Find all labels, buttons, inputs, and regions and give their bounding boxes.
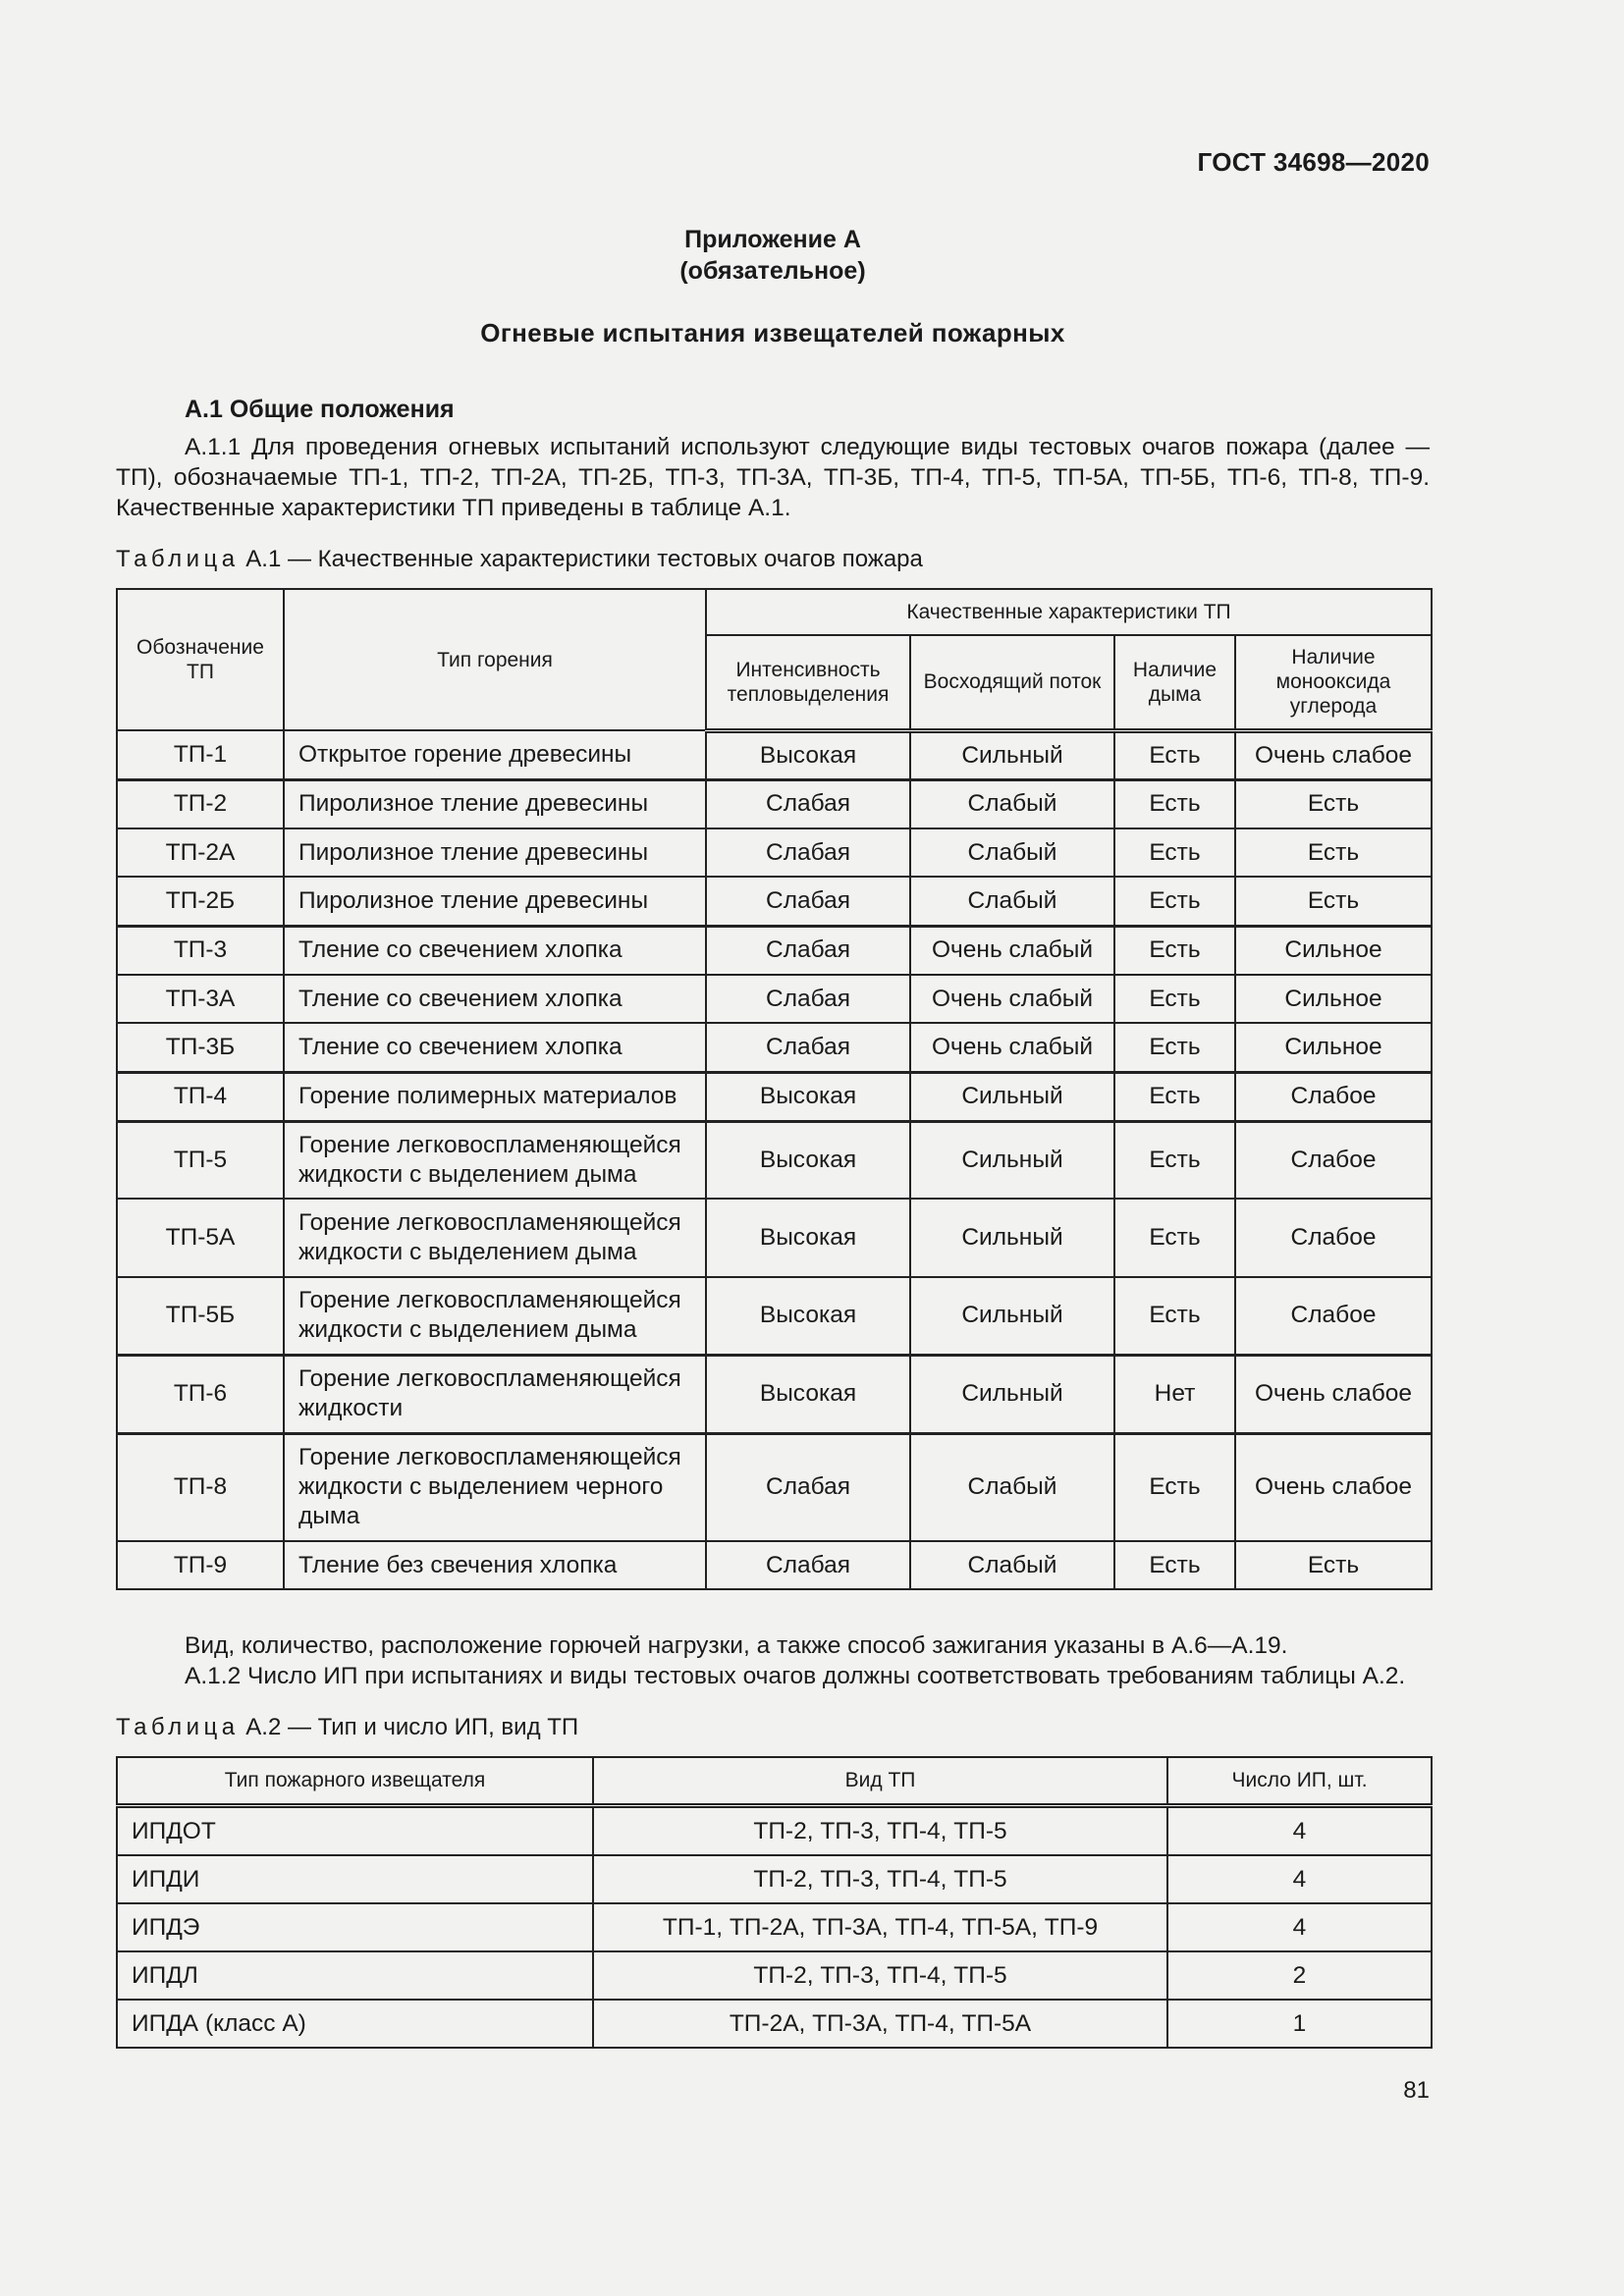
cell-designation: ТП-3Б: [117, 1023, 284, 1072]
cell-designation: ТП-8: [117, 1433, 284, 1541]
cell-combustion-type: Горение легковоспламеняющейся жидкости: [284, 1355, 706, 1433]
cell-detector-type: ИПДИ: [117, 1855, 593, 1903]
cell-detector-count: 4: [1167, 1855, 1432, 1903]
th-tp-kind: Вид ТП: [593, 1757, 1167, 1806]
cell-smoke: Есть: [1114, 1023, 1235, 1072]
cell-smoke: Есть: [1114, 828, 1235, 877]
table-row: [117, 779, 1432, 828]
paragraph-a11: А.1.1 Для проведения огневых испытаний используют следующие виды тестовых очагов пожара (далее — ТП), обозначаемые ТП-1, ТП-2, ТП-2А, ТП-2Б, ТП-3, ТП-3А, ТП-3Б, ТП-4, ТП-5, ТП-5А, ТП-5Б, ТП-6, ТП-8, ТП-9. Качественные характеристики ТП приведены в таблице А.1.: [116, 434, 1430, 521]
th-flow: Восходящий поток: [910, 635, 1114, 730]
appendix-label: Приложение А: [684, 226, 861, 253]
cell-flow: Очень слабый: [910, 926, 1114, 975]
paragraph-a12: А.1.2 Число ИП при испытаниях и виды тестовых очагов должны соответствовать требованиям таблицы А.2.: [185, 1663, 1406, 1689]
table-row: [117, 877, 1432, 926]
cell-heat: Слабая: [706, 877, 910, 926]
table-row: [117, 828, 1432, 877]
cell-flow: Слабый: [910, 779, 1114, 828]
cell-designation: ТП-6: [117, 1355, 284, 1433]
cell-co: Слабое: [1235, 1199, 1432, 1277]
cell-detector-count: 1: [1167, 2000, 1432, 2048]
section-heading: А.1 Общие положения: [185, 396, 455, 423]
appendix-title: Огневые испытания извещателей пожарных: [480, 318, 1065, 347]
cell-combustion-type: Горение легковоспламеняющейся жидкости с выделением дыма: [284, 1277, 706, 1355]
cell-flow: Слабый: [910, 877, 1114, 926]
cell-designation: ТП-3А: [117, 975, 284, 1023]
cell-flow: Очень слабый: [910, 975, 1114, 1023]
cell-detector-type: ИПДЛ: [117, 1951, 593, 2000]
cell-detector-type: ИПДЭ: [117, 1903, 593, 1951]
cell-flow: Слабый: [910, 828, 1114, 877]
cell-heat: Слабая: [706, 975, 910, 1023]
cell-tp-kind: ТП-2, ТП-3, ТП-4, ТП-5: [593, 1806, 1167, 1856]
cell-smoke: Есть: [1114, 1433, 1235, 1541]
cell-combustion-type: Горение легковоспламеняющейся жидкости с выделением черного дыма: [284, 1433, 706, 1541]
cell-designation: ТП-1: [117, 730, 284, 779]
cell-tp-kind: ТП-2, ТП-3, ТП-4, ТП-5: [593, 1951, 1167, 2000]
cell-heat: Слабая: [706, 828, 910, 877]
table2-caption-text: А.2 — Тип и число ИП, вид ТП: [245, 1714, 579, 1740]
table-row: [117, 926, 1432, 975]
cell-heat: Высокая: [706, 1199, 910, 1277]
cell-designation: ТП-4: [117, 1072, 284, 1121]
cell-designation: ТП-9: [117, 1541, 284, 1589]
cell-combustion-type: Пиролизное тление древесины: [284, 828, 706, 877]
cell-co: Слабое: [1235, 1277, 1432, 1355]
cell-combustion-type: Тление со свечением хлопка: [284, 1023, 706, 1072]
cell-smoke: Есть: [1114, 1121, 1235, 1199]
cell-smoke: Есть: [1114, 730, 1235, 779]
cell-designation: ТП-5: [117, 1121, 284, 1199]
cell-co: Есть: [1235, 877, 1432, 926]
cell-co: Сильное: [1235, 975, 1432, 1023]
cell-heat: Слабая: [706, 1541, 910, 1589]
cell-co: Очень слабое: [1235, 730, 1432, 779]
table-row: [117, 1277, 1432, 1355]
th-detector-count: Число ИП, шт.: [1167, 1757, 1432, 1806]
cell-flow: Слабый: [910, 1433, 1114, 1541]
cell-detector-type: ИПДА (класс А): [117, 2000, 593, 2048]
cell-combustion-type: Тление со свечением хлопка: [284, 975, 706, 1023]
cell-flow: Очень слабый: [910, 1023, 1114, 1072]
cell-combustion-type: Открытое горение древесины: [284, 730, 706, 779]
cell-smoke: Есть: [1114, 1541, 1235, 1589]
cell-combustion-type: Пиролизное тление древесины: [284, 877, 706, 926]
table-a2: [116, 1756, 1433, 2049]
cell-smoke: Есть: [1114, 779, 1235, 828]
cell-co: Слабое: [1235, 1121, 1432, 1199]
table1-caption-text: А.1 — Качественные характеристики тестовых очагов пожара: [245, 546, 923, 572]
th-designation: Обозначение ТП: [117, 589, 284, 730]
cell-designation: ТП-2А: [117, 828, 284, 877]
table-a1: [116, 588, 1433, 1590]
cell-detector-type: ИПДОТ: [117, 1806, 593, 1856]
th-group: Качественные характеристики ТП: [706, 589, 1432, 635]
table-row: [117, 1903, 1432, 1951]
cell-smoke: Нет: [1114, 1355, 1235, 1433]
cell-combustion-type: Тление со свечением хлопка: [284, 926, 706, 975]
cell-heat: Слабая: [706, 1023, 910, 1072]
cell-detector-count: 2: [1167, 1951, 1432, 2000]
cell-flow: Сильный: [910, 1277, 1114, 1355]
cell-flow: Сильный: [910, 730, 1114, 779]
cell-combustion-type: Горение легковоспламеняющейся жидкости с выделением дыма: [284, 1199, 706, 1277]
table-row: [117, 1023, 1432, 1072]
cell-co: Есть: [1235, 1541, 1432, 1589]
cell-flow: Сильный: [910, 1121, 1114, 1199]
table-row: [117, 1121, 1432, 1199]
cell-heat: Слабая: [706, 779, 910, 828]
appendix-status: (обязательное): [679, 257, 866, 285]
cell-heat: Высокая: [706, 1072, 910, 1121]
table1-caption-word: Таблица: [116, 546, 240, 572]
cell-smoke: Есть: [1114, 877, 1235, 926]
cell-co: Есть: [1235, 779, 1432, 828]
cell-heat: Высокая: [706, 730, 910, 779]
table1-caption: [116, 546, 923, 573]
table-row: [117, 2000, 1432, 2048]
paragraph-load: Вид, количество, расположение горючей нагрузки, а также способ зажигания указаны в А.6—А.19.: [185, 1632, 1288, 1659]
table-row: [117, 1072, 1432, 1121]
table-row: [117, 1951, 1432, 2000]
cell-designation: ТП-3: [117, 926, 284, 975]
cell-designation: ТП-2: [117, 779, 284, 828]
th-co: Наличие монооксида углерода: [1235, 635, 1432, 730]
th-combustion-type: Тип горения: [284, 589, 706, 730]
cell-smoke: Есть: [1114, 1199, 1235, 1277]
cell-designation: ТП-5Б: [117, 1277, 284, 1355]
cell-flow: Сильный: [910, 1072, 1114, 1121]
cell-flow: Сильный: [910, 1199, 1114, 1277]
cell-heat: Слабая: [706, 926, 910, 975]
table-row: [117, 1855, 1432, 1903]
cell-tp-kind: ТП-2, ТП-3, ТП-4, ТП-5: [593, 1855, 1167, 1903]
cell-designation: ТП-2Б: [117, 877, 284, 926]
cell-co: Слабое: [1235, 1072, 1432, 1121]
cell-co: Есть: [1235, 828, 1432, 877]
cell-smoke: Есть: [1114, 1072, 1235, 1121]
table-row: [117, 1355, 1432, 1433]
cell-smoke: Есть: [1114, 975, 1235, 1023]
cell-smoke: Есть: [1114, 926, 1235, 975]
th-heat: Интенсивность тепловыделения: [706, 635, 910, 730]
th-detector-type: Тип пожарного извещателя: [117, 1757, 593, 1806]
cell-tp-kind: ТП-1, ТП-2А, ТП-3А, ТП-4, ТП-5А, ТП-9: [593, 1903, 1167, 1951]
cell-co: Сильное: [1235, 926, 1432, 975]
cell-co: Сильное: [1235, 1023, 1432, 1072]
cell-designation: ТП-5А: [117, 1199, 284, 1277]
table-row: [117, 1806, 1432, 1856]
table-row: [117, 975, 1432, 1023]
cell-combustion-type: Пиролизное тление древесины: [284, 779, 706, 828]
cell-heat: Слабая: [706, 1433, 910, 1541]
cell-combustion-type: Горение полимерных материалов: [284, 1072, 706, 1121]
document-number: ГОСТ 34698—2020: [1197, 147, 1430, 177]
cell-detector-count: 4: [1167, 1806, 1432, 1856]
table-row: [117, 730, 1432, 779]
cell-co: Очень слабое: [1235, 1433, 1432, 1541]
table-row: [117, 1541, 1432, 1589]
th-smoke: Наличие дыма: [1114, 635, 1235, 730]
page-number: 81: [1403, 2077, 1430, 2104]
cell-flow: Слабый: [910, 1541, 1114, 1589]
table-row: [117, 1199, 1432, 1277]
cell-heat: Высокая: [706, 1121, 910, 1199]
cell-combustion-type: Тление без свечения хлопка: [284, 1541, 706, 1589]
cell-heat: Высокая: [706, 1277, 910, 1355]
table-row: [117, 1433, 1432, 1541]
cell-heat: Высокая: [706, 1355, 910, 1433]
cell-flow: Сильный: [910, 1355, 1114, 1433]
table2-caption-word: Таблица: [116, 1714, 240, 1740]
cell-co: Очень слабое: [1235, 1355, 1432, 1433]
cell-smoke: Есть: [1114, 1277, 1235, 1355]
cell-tp-kind: ТП-2А, ТП-3А, ТП-4, ТП-5А: [593, 2000, 1167, 2048]
cell-combustion-type: Горение легковоспламеняющейся жидкости с выделением дыма: [284, 1121, 706, 1199]
table2-caption: [116, 1714, 578, 1741]
cell-detector-count: 4: [1167, 1903, 1432, 1951]
